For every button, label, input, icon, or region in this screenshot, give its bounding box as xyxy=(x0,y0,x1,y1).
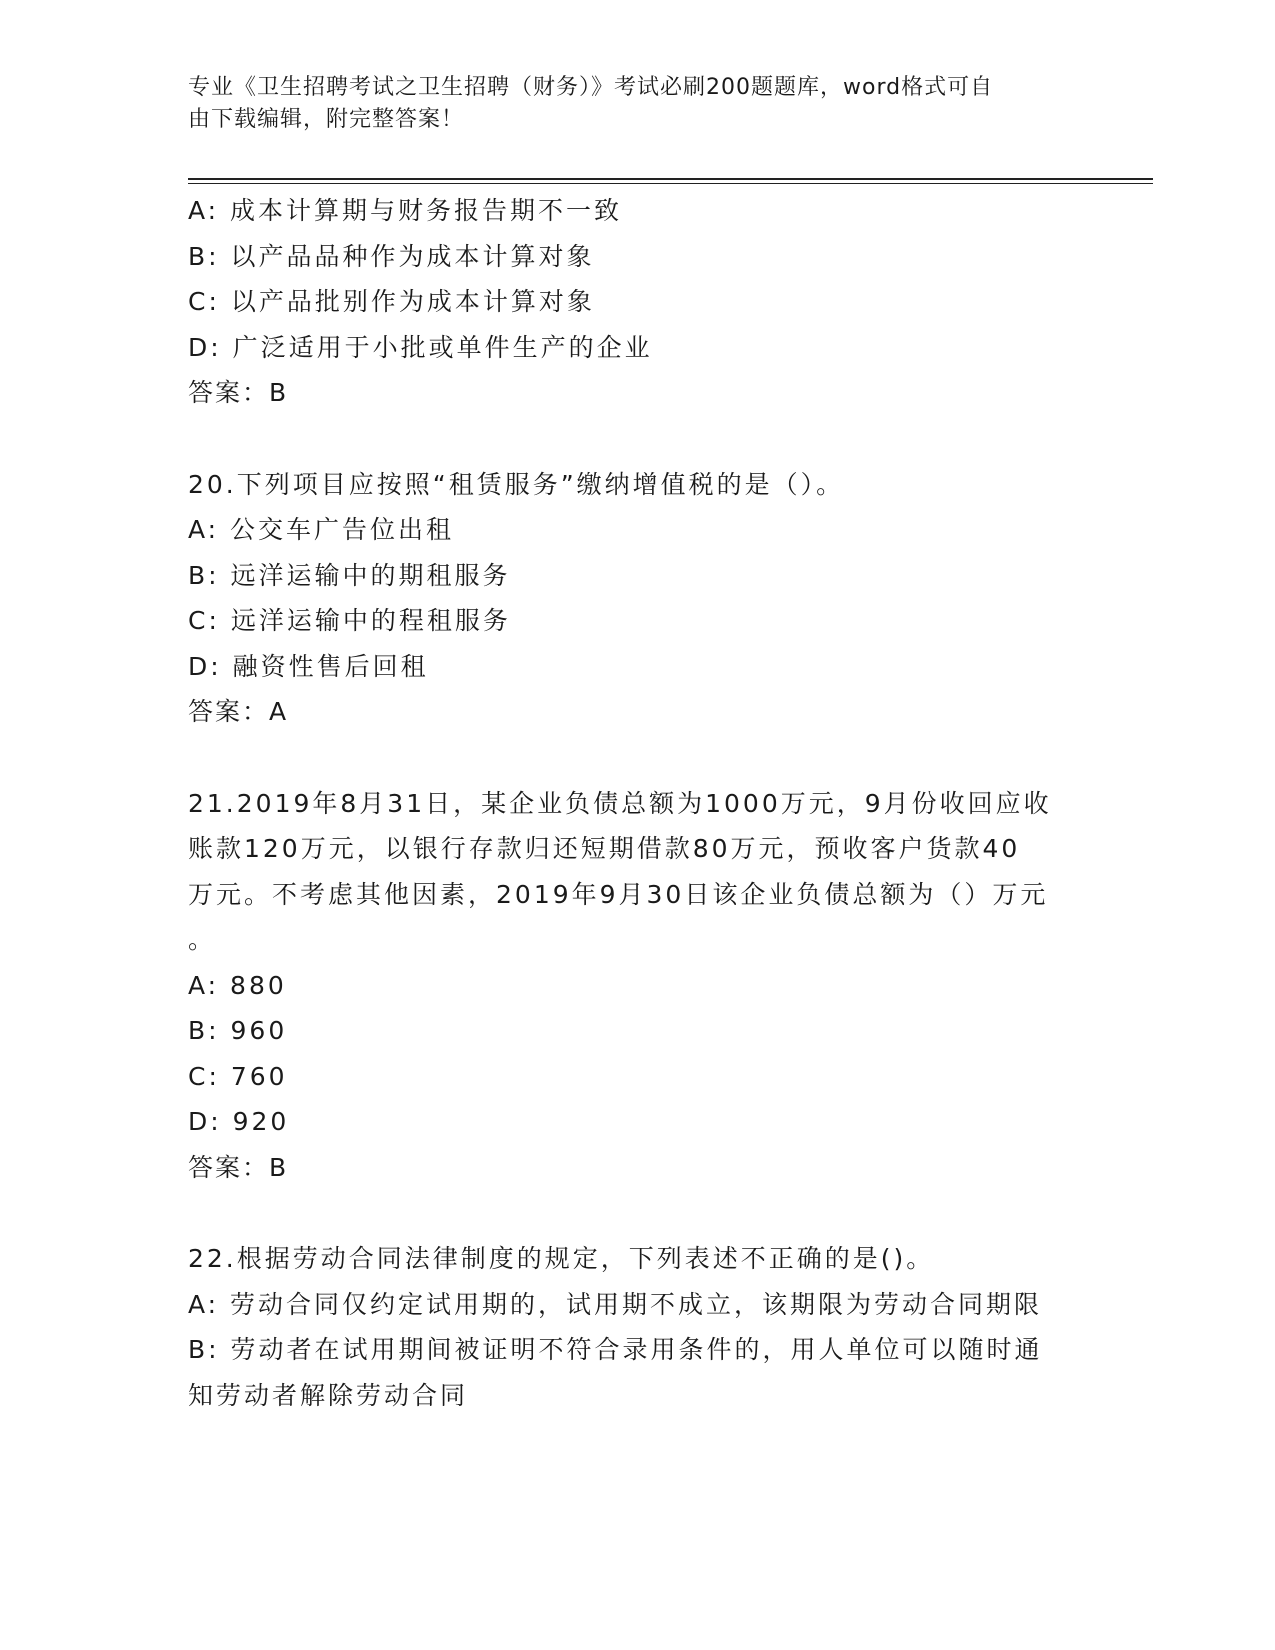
question-20-block xyxy=(188,462,1088,735)
answer: 答案：B xyxy=(188,1152,289,1182)
option-a: A: 成本计算期与财务报告期不一致 xyxy=(188,196,623,225)
question-text: 20.下列项目应按照“租赁服务”缴纳增值税的是（）。 xyxy=(188,469,845,499)
option-a: A: 公交车广告位出租 xyxy=(188,515,455,544)
question-text-line-2: 账款120万元，以银行存款归还短期借款80万元，预收客户货款40 xyxy=(188,834,1021,863)
option-a: A: 劳动合同仅约定试用期的，试用期不成立，该期限为劳动合同期限 xyxy=(188,1289,1043,1319)
question-21-block xyxy=(188,781,1088,1191)
question-text-line-4: 。 xyxy=(188,925,217,954)
option-a: A: 880 xyxy=(188,970,287,1000)
option-d: D: 920 xyxy=(188,1107,290,1136)
option-b: B: 960 xyxy=(188,1016,288,1045)
answer: 答案：B xyxy=(188,378,289,407)
header-line-2: 由下载编辑，附完整答案！ xyxy=(188,107,465,132)
question-text-line-3: 万元。不考虑其他因素，2019年9月30日该企业负债总额为（）万元 xyxy=(188,879,1049,909)
option-d: D: 广泛适用于小批或单件生产的企业 xyxy=(188,332,653,362)
option-d: D: 融资性售后回租 xyxy=(188,651,429,681)
option-b: B: 远洋运输中的期租服务 xyxy=(188,560,511,590)
option-b: B: 以产品品种作为成本计算对象 xyxy=(188,241,595,271)
question-22-block xyxy=(188,1236,1088,1418)
question-19-block xyxy=(188,188,1088,416)
option-b-line-2: 知劳动者解除劳动合同 xyxy=(188,1380,469,1410)
option-b-line-1: B: 劳动者在试用期间被证明不符合录用条件的，用人单位可以随时通 xyxy=(188,1335,1043,1364)
header-divider-thick xyxy=(188,178,1153,180)
header-line-1: 专业《卫生招聘考试之卫生招聘（财务）》考试必刷200题题库，word格式可自 xyxy=(188,75,994,100)
option-c: C: 以产品批别作为成本计算对象 xyxy=(188,287,595,316)
question-text: 22.根据劳动合同法律制度的规定，下列表述不正确的是()。 xyxy=(188,1244,935,1273)
document-header xyxy=(188,72,1068,136)
answer: 答案：A xyxy=(188,697,289,726)
question-text-line-1: 21.2019年8月31日，某企业负债总额为1000万元，9月份收回应收 xyxy=(188,788,1052,818)
option-c: C: 760 xyxy=(188,1061,288,1091)
header-divider-thin xyxy=(188,183,1153,184)
question-content xyxy=(188,188,1088,1418)
option-c: C: 远洋运输中的程租服务 xyxy=(188,606,511,635)
